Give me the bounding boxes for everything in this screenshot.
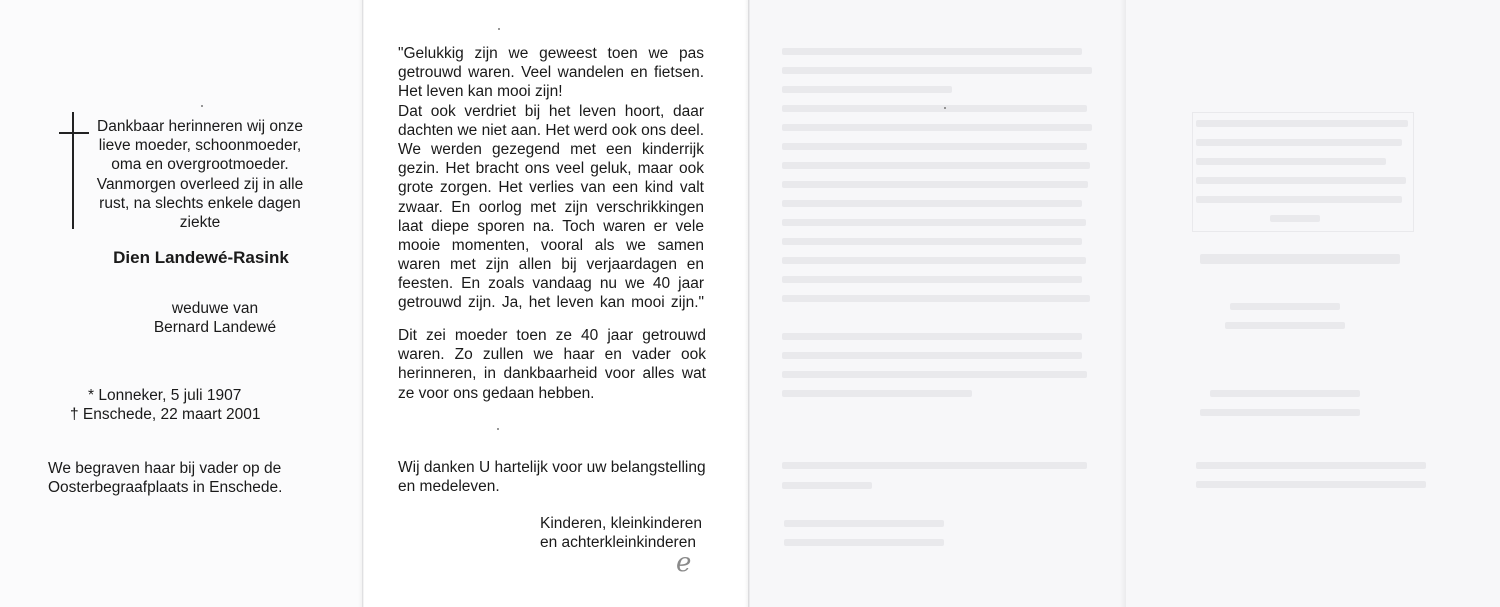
poem-line: dachten we niet aan. Het werd ook ons deel.: [398, 121, 704, 139]
speck: [498, 28, 500, 30]
closing-line: waren. Zo zullen we haar en vader ook: [398, 346, 706, 364]
poem-line: zwaar. En oorlog met zijn verschrikkingen: [398, 198, 704, 216]
poem-line: waren met zijn allen bij verjaardagen en: [398, 256, 704, 274]
poem-line: mooie momenten, vooral als we samen: [398, 236, 704, 254]
handwritten-initial: e: [676, 548, 692, 578]
thanks-line: Wij danken U hartelijk voor uw belangstelling: [398, 459, 706, 476]
widow-label: weduwe van: [171, 300, 259, 317]
poem-line: getrouwd zijn. Ja, het leven kan mooi zijn.": [398, 294, 704, 312]
closing-line: Dit zei moeder toen ze 40 jaar getrouwd: [398, 327, 706, 344]
closing-line: ze voor ons gedaan hebben.: [398, 384, 595, 402]
poem-line: "Gelukkig zijn we geweest toen we pas: [398, 45, 704, 62]
speck: [497, 428, 499, 430]
intro-text: [94, 117, 306, 232]
speck: [944, 107, 946, 109]
speck: [201, 105, 203, 107]
intro-line: Dankbaar herinneren wij onze: [97, 118, 303, 135]
closing-paragraph: [398, 326, 706, 403]
death-date: † Enschede, 22 maart 2001: [70, 406, 261, 423]
burial-notice: [48, 459, 282, 497]
deceased-name: Dien Landewé-Rasink: [113, 248, 289, 267]
fold-line: [744, 0, 750, 607]
poem-line: grote zorgen. Het verlies van een kind valt: [398, 179, 704, 197]
signature-text: [540, 514, 702, 552]
burial-line: We begraven haar bij vader op de: [48, 460, 282, 477]
widow-name: Bernard Landewé: [153, 319, 277, 336]
birth-date: * Lonneker, 5 juli 1907: [88, 387, 242, 404]
poem-line: feesten. En zoals vandaag nu we 40 jaar: [398, 275, 704, 293]
poem-line: Dat ook verdriet bij het leven hoort, daar: [398, 102, 704, 120]
poem-line: Het leven kan mooi zijn!: [398, 83, 563, 101]
poem-line: laat diepe sporen na. Toch waren er vele: [398, 217, 704, 235]
thanks-text: [398, 458, 706, 496]
intro-line: lieve moeder, schoonmoeder,: [98, 137, 302, 155]
thanks-line: en medeleven.: [398, 478, 500, 496]
fold-line: [358, 0, 364, 607]
poem-line: We werden gezegend met een kinderrijk: [398, 140, 704, 158]
signature-line: en achterkleinkinderen: [540, 534, 696, 552]
poem-line: getrouwd waren. Veel wandelen en fietsen.: [398, 64, 704, 82]
burial-line: Oosterbegraafplaats in Enschede.: [48, 479, 283, 497]
closing-line: herinneren, in dankbaarheid voor alles wat: [398, 365, 706, 383]
poem-quote: [398, 44, 704, 313]
intro-line: Vanmorgen overleed zij in alle: [96, 175, 304, 193]
intro-line: oma en overgrootmoeder.: [111, 156, 289, 174]
signature-line: Kinderen, kleinkinderen: [540, 515, 702, 532]
fold-line: [1120, 0, 1126, 607]
poem-line: gezin. Het bracht ons veel geluk, maar ook: [398, 160, 704, 178]
intro-line: rust, na slechts enkele dagen: [99, 194, 301, 212]
intro-line: ziekte: [179, 214, 221, 232]
